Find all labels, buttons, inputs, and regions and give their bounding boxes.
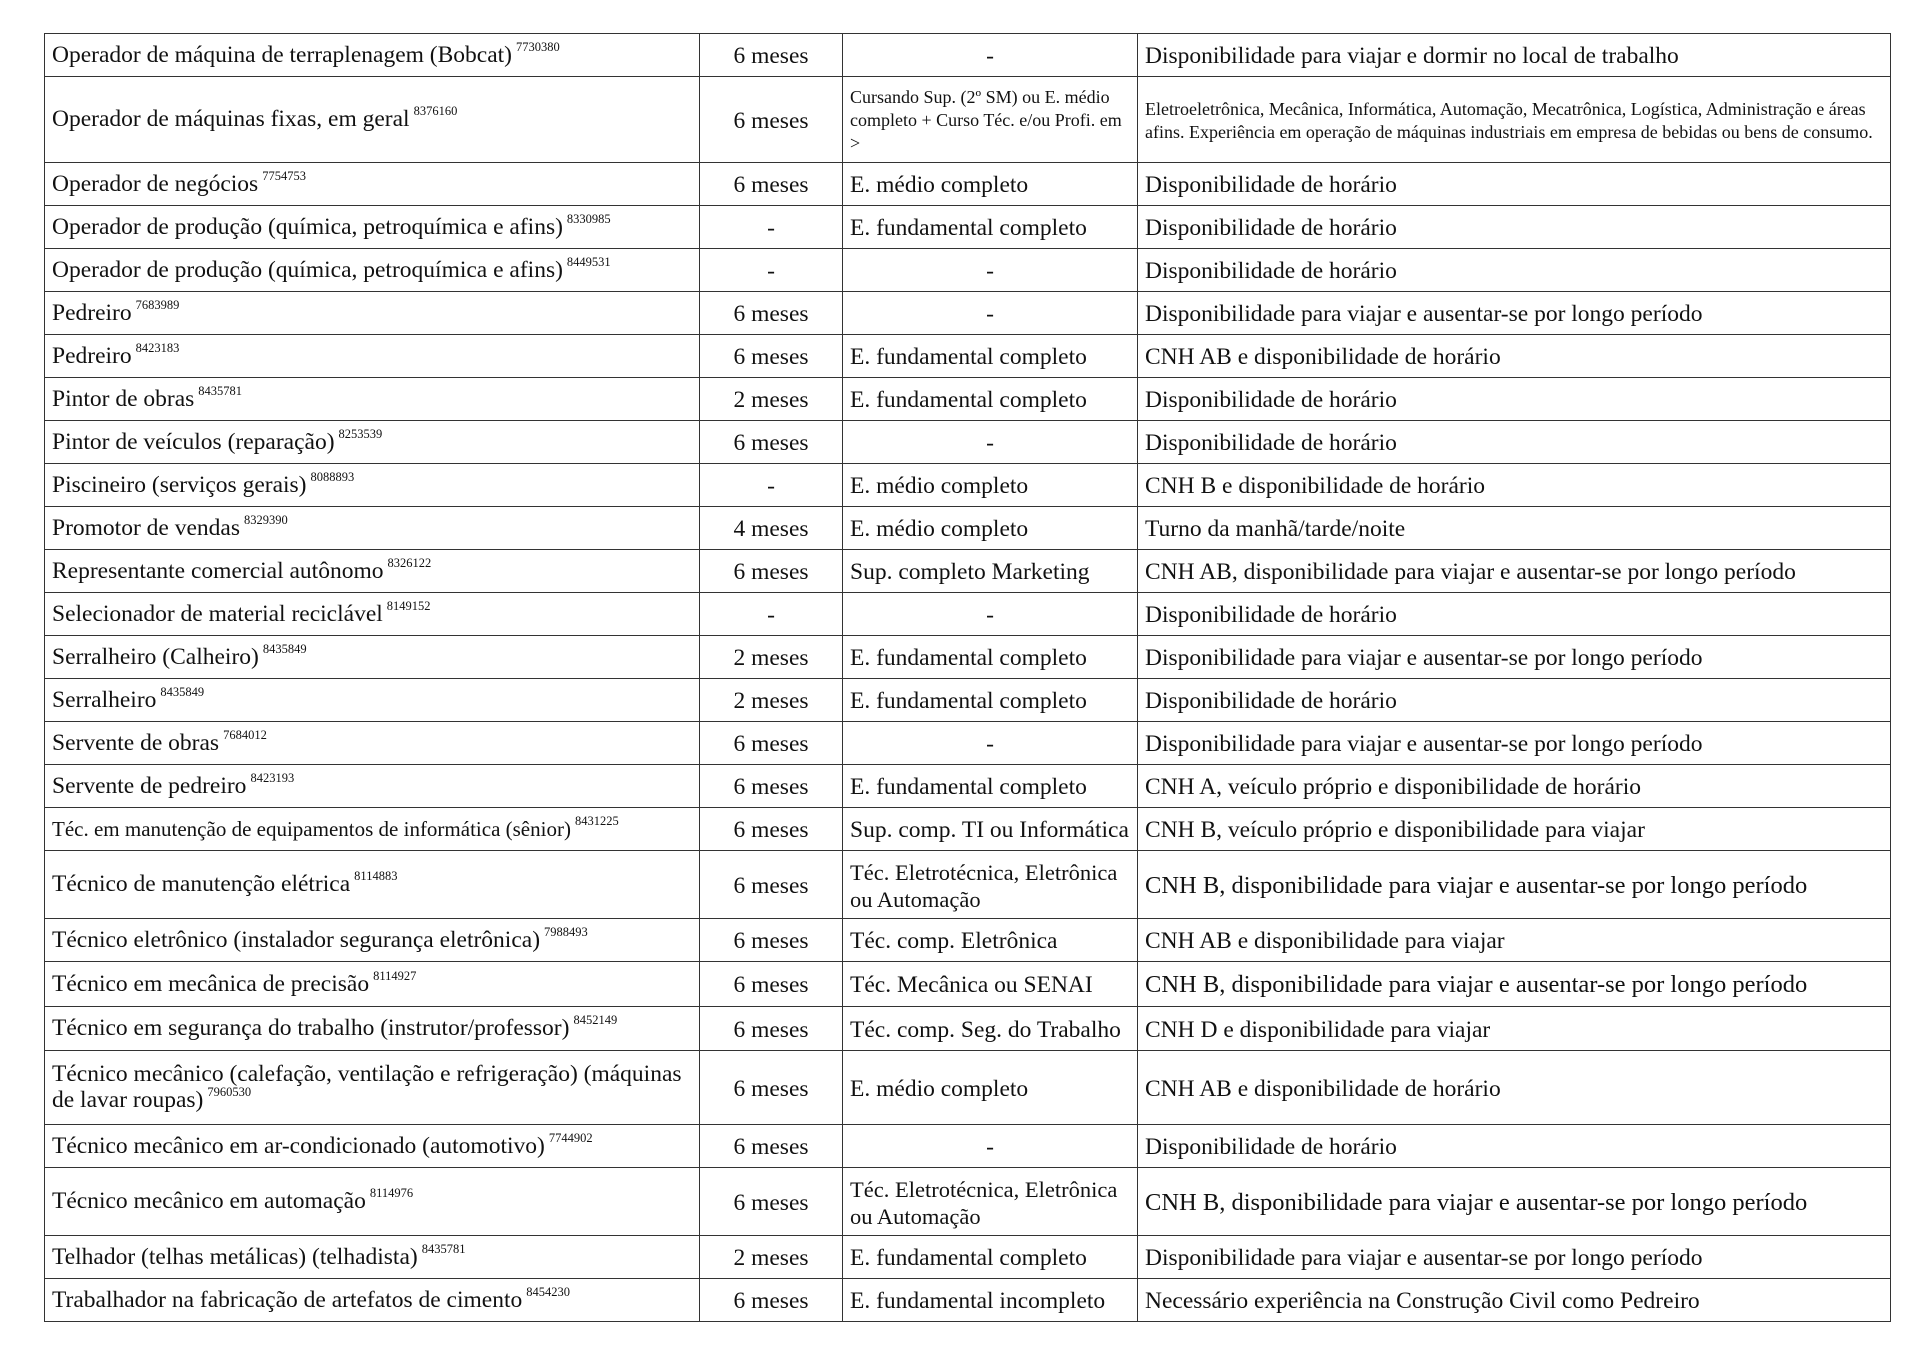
education-cell: Téc. Eletrotécnica, Eletrônica ou Automação: [843, 1168, 1138, 1236]
vacancy-code: 8454230: [526, 1284, 570, 1299]
table-row: [45, 507, 1891, 550]
education-cell: Téc. Eletrotécnica, Eletrônica ou Automação: [843, 851, 1138, 919]
occupation-cell: [45, 1168, 700, 1236]
experience-cell: 6 meses: [700, 765, 843, 808]
education-cell: E. médio completo: [843, 163, 1138, 206]
experience-cell: 6 meses: [700, 962, 843, 1007]
table-row: [45, 808, 1891, 851]
vacancy-code: 8326122: [387, 555, 432, 570]
vacancy-code: 8423183: [135, 340, 180, 355]
table-row: [45, 77, 1891, 163]
occupation-cell: [45, 765, 700, 808]
requirements-cell: CNH B, disponibilidade para viajar e ausentar-se por longo período: [1138, 1168, 1891, 1236]
table-row: [45, 1279, 1891, 1322]
education-cell: Sup. completo Marketing: [843, 550, 1138, 593]
requirements-cell: CNH AB, disponibilidade para viajar e ausentar-se por longo período: [1138, 550, 1891, 593]
table-row: [45, 1168, 1891, 1236]
occupation-cell: [45, 335, 700, 378]
requirements-cell: Disponibilidade de horário: [1138, 378, 1891, 421]
occupation-title: Pedreiro: [52, 342, 132, 369]
occupation-title: Servente de pedreiro: [52, 772, 247, 799]
table-row: [45, 679, 1891, 722]
vacancy-code: 8435781: [198, 383, 243, 398]
document-page: [44, 33, 1890, 1322]
occupation-title: Operador de máquina de terraplenagem (Bobcat): [52, 41, 512, 68]
experience-cell: 2 meses: [700, 679, 843, 722]
education-cell: -: [843, 421, 1138, 464]
occupation-cell: [45, 550, 700, 593]
requirements-cell: CNH AB e disponibilidade de horário: [1138, 335, 1891, 378]
occupation-title: Servente de obras: [52, 729, 220, 756]
education-cell: -: [843, 34, 1138, 77]
experience-cell: 6 meses: [700, 335, 843, 378]
requirements-cell: CNH B, disponibilidade para viajar e ausentar-se por longo período: [1138, 962, 1891, 1007]
occupation-cell: [45, 1125, 700, 1168]
table-row: [45, 163, 1891, 206]
table-row: [45, 1125, 1891, 1168]
experience-cell: 6 meses: [700, 1279, 843, 1322]
occupation-title: Técnico em segurança do trabalho (instrutor/professor): [52, 1015, 570, 1041]
vacancy-code: 8435849: [160, 684, 205, 699]
vacancy-code: 8449531: [566, 254, 611, 269]
vacancy-code: 8452149: [573, 1013, 618, 1027]
occupation-title: Serralheiro (Calheiro): [52, 643, 259, 670]
vacancy-code: 8435781: [421, 1241, 466, 1256]
requirements-cell: Disponibilidade de horário: [1138, 163, 1891, 206]
table-row: [45, 292, 1891, 335]
vacancy-code: 8423193: [250, 770, 295, 785]
vacancy-code: 8329390: [243, 512, 288, 527]
occupation-cell: [45, 1279, 700, 1322]
experience-cell: 6 meses: [700, 550, 843, 593]
education-cell: E. fundamental completo: [843, 636, 1138, 679]
occupation-title: Pedreiro: [52, 299, 132, 326]
vacancy-code: 8114976: [369, 1186, 414, 1200]
occupation-title: Operador de produção (química, petroquímica e afins): [52, 213, 563, 240]
education-cell: E. fundamental completo: [843, 206, 1138, 249]
education-cell: Cursando Sup. (2º SM) ou E. médio completo + Curso Téc. e/ou Profi. em >: [843, 77, 1138, 163]
requirements-cell: Disponibilidade para viajar e ausentar-se por longo período: [1138, 722, 1891, 765]
occupation-title: Operador de negócios: [52, 170, 259, 197]
requirements-cell: Disponibilidade de horário: [1138, 206, 1891, 249]
experience-cell: 6 meses: [700, 1007, 843, 1051]
education-cell: E. fundamental completo: [843, 679, 1138, 722]
table-row: [45, 34, 1891, 77]
education-cell: E. médio completo: [843, 1051, 1138, 1125]
requirements-cell: CNH A, veículo próprio e disponibilidade de horário: [1138, 765, 1891, 808]
table-row: [45, 206, 1891, 249]
education-cell: -: [843, 292, 1138, 335]
education-cell: -: [843, 722, 1138, 765]
vacancy-code: 7684012: [223, 727, 267, 742]
education-cell: -: [843, 1125, 1138, 1168]
education-cell: E. fundamental completo: [843, 765, 1138, 808]
occupation-cell: [45, 851, 700, 919]
vacancy-code: 8431225: [574, 813, 619, 828]
requirements-cell: Necessário experiência na Construção Civil como Pedreiro: [1138, 1279, 1891, 1322]
experience-cell: 6 meses: [700, 1168, 843, 1236]
job-vacancies-table: [44, 33, 1891, 1322]
requirements-cell: Disponibilidade de horário: [1138, 421, 1891, 464]
vacancy-code: 8114883: [354, 869, 398, 883]
vacancy-code: 7754753: [262, 168, 306, 183]
occupation-title: Técnico eletrônico (instalador segurança eletrônica): [52, 926, 541, 953]
table-row: [45, 962, 1891, 1007]
occupation-cell: [45, 679, 700, 722]
table-row: [45, 851, 1891, 919]
occupation-cell: [45, 163, 700, 206]
requirements-cell: Turno da manhã/tarde/noite: [1138, 507, 1891, 550]
occupation-cell: [45, 722, 700, 765]
requirements-cell: Disponibilidade de horário: [1138, 593, 1891, 636]
table-row: [45, 636, 1891, 679]
experience-cell: 6 meses: [700, 851, 843, 919]
vacancy-code: 7960530: [207, 1085, 252, 1099]
occupation-title: Operador de produção (química, petroquímica e afins): [52, 256, 563, 283]
table-row: [45, 378, 1891, 421]
occupation-cell: [45, 421, 700, 464]
occupation-title: Técnico em mecânica de precisão: [52, 970, 370, 997]
requirements-cell: CNH B, disponibilidade para viajar e ausentar-se por longo período: [1138, 851, 1891, 919]
vacancy-code: 8330985: [566, 211, 611, 226]
education-cell: Sup. comp. TI ou Informática: [843, 808, 1138, 851]
occupation-cell: [45, 292, 700, 335]
occupation-title: Serralheiro: [52, 686, 157, 713]
experience-cell: 6 meses: [700, 421, 843, 464]
occupation-title: Piscineiro (serviços gerais): [52, 471, 307, 498]
experience-cell: 2 meses: [700, 378, 843, 421]
vacancy-code: 8435849: [262, 641, 307, 656]
education-cell: E. fundamental incompleto: [843, 1279, 1138, 1322]
occupation-title: Técnico de manutenção elétrica: [52, 871, 351, 897]
table-row: [45, 464, 1891, 507]
education-cell: E. fundamental completo: [843, 378, 1138, 421]
education-cell: -: [843, 249, 1138, 292]
experience-cell: 6 meses: [700, 34, 843, 77]
vacancy-code: 8114927: [373, 968, 417, 983]
table-row: [45, 1236, 1891, 1279]
vacancy-code: 8088893: [310, 469, 355, 484]
experience-cell: -: [700, 464, 843, 507]
requirements-cell: Disponibilidade para viajar e ausentar-se por longo período: [1138, 1236, 1891, 1279]
education-cell: E. médio completo: [843, 507, 1138, 550]
occupation-cell: [45, 378, 700, 421]
education-cell: E. fundamental completo: [843, 1236, 1138, 1279]
experience-cell: 6 meses: [700, 722, 843, 765]
occupation-cell: [45, 636, 700, 679]
education-cell: E. fundamental completo: [843, 335, 1138, 378]
occupation-title: Representante comercial autônomo: [52, 557, 384, 584]
education-cell: Téc. comp. Eletrônica: [843, 919, 1138, 962]
vacancy-code: 8149152: [386, 598, 431, 613]
occupation-title: Selecionador de material reciclável: [52, 600, 383, 627]
experience-cell: -: [700, 206, 843, 249]
occupation-title: Trabalhador na fabricação de artefatos de cimento: [52, 1286, 523, 1313]
experience-cell: -: [700, 593, 843, 636]
table-row: [45, 335, 1891, 378]
education-cell: Téc. comp. Seg. do Trabalho: [843, 1007, 1138, 1051]
education-cell: E. médio completo: [843, 464, 1138, 507]
table-row: [45, 1051, 1891, 1125]
requirements-cell: Disponibilidade para viajar e dormir no local de trabalho: [1138, 34, 1891, 77]
vacancy-code: 7683989: [135, 297, 180, 312]
requirements-cell: CNH AB e disponibilidade para viajar: [1138, 919, 1891, 962]
requirements-cell: Disponibilidade de horário: [1138, 249, 1891, 292]
experience-cell: 6 meses: [700, 163, 843, 206]
table-row: [45, 919, 1891, 962]
table-row: [45, 550, 1891, 593]
requirements-cell: Disponibilidade de horário: [1138, 679, 1891, 722]
occupation-cell: [45, 1236, 700, 1279]
occupation-cell: [45, 206, 700, 249]
requirements-cell: Disponibilidade para viajar e ausentar-se por longo período: [1138, 636, 1891, 679]
vacancy-code: 7730380: [516, 39, 560, 54]
experience-cell: 2 meses: [700, 1236, 843, 1279]
requirements-cell: Eletroeletrônica, Mecânica, Informática, Automação, Mecatrônica, Logística, Administração e áreas afins. Experiência em operação de máquinas industriais em empresa de bebidas ou bens de consumo.: [1138, 77, 1891, 163]
occupation-title: Telhador (telhas metálicas) (telhadista): [52, 1243, 418, 1270]
requirements-cell: CNH D e disponibilidade para viajar: [1138, 1007, 1891, 1051]
occupation-cell: [45, 507, 700, 550]
requirements-cell: Disponibilidade para viajar e ausentar-se por longo período: [1138, 292, 1891, 335]
table-body: [45, 34, 1891, 1322]
table-row: [45, 421, 1891, 464]
vacancy-code: 7744902: [548, 1130, 593, 1145]
table-row: [45, 249, 1891, 292]
requirements-cell: CNH B e disponibilidade de horário: [1138, 464, 1891, 507]
occupation-cell: [45, 1051, 700, 1125]
experience-cell: 6 meses: [700, 1125, 843, 1168]
requirements-cell: CNH AB e disponibilidade de horário: [1138, 1051, 1891, 1125]
experience-cell: -: [700, 249, 843, 292]
vacancy-code: 8376160: [413, 104, 458, 118]
experience-cell: 6 meses: [700, 808, 843, 851]
occupation-title: Pintor de obras: [52, 385, 195, 412]
occupation-title: Operador de máquinas fixas, em geral: [52, 106, 410, 132]
experience-cell: 6 meses: [700, 292, 843, 335]
occupation-cell: [45, 77, 700, 163]
requirements-cell: CNH B, veículo próprio e disponibilidade para viajar: [1138, 808, 1891, 851]
occupation-cell: [45, 464, 700, 507]
vacancy-code: 8253539: [338, 426, 383, 441]
occupation-title: Técnico mecânico em automação: [52, 1188, 366, 1214]
occupation-title: Promotor de vendas: [52, 514, 240, 541]
experience-cell: 6 meses: [700, 77, 843, 163]
experience-cell: 6 meses: [700, 1051, 843, 1125]
experience-cell: 4 meses: [700, 507, 843, 550]
occupation-cell: [45, 593, 700, 636]
occupation-title: Técnico mecânico em ar-condicionado (automotivo): [52, 1132, 545, 1159]
vacancy-code: 7988493: [544, 924, 588, 939]
occupation-cell: [45, 249, 700, 292]
education-cell: Téc. Mecânica ou SENAI: [843, 962, 1138, 1007]
occupation-cell: [45, 1007, 700, 1051]
occupation-cell: [45, 962, 700, 1007]
table-row: [45, 1007, 1891, 1051]
occupation-cell: [45, 34, 700, 77]
table-row: [45, 593, 1891, 636]
experience-cell: 2 meses: [700, 636, 843, 679]
occupation-title: Pintor de veículos (reparação): [52, 428, 335, 455]
experience-cell: 6 meses: [700, 919, 843, 962]
education-cell: -: [843, 593, 1138, 636]
table-row: [45, 722, 1891, 765]
occupation-title: Técnico mecânico (calefação, ventilação e refrigeração) (máquinas de lavar roupas): [52, 1061, 682, 1113]
requirements-cell: Disponibilidade de horário: [1138, 1125, 1891, 1168]
occupation-cell: [45, 808, 700, 851]
occupation-title: Téc. em manutenção de equipamentos de informática (sênior): [52, 816, 571, 841]
occupation-cell: [45, 919, 700, 962]
table-row: [45, 765, 1891, 808]
